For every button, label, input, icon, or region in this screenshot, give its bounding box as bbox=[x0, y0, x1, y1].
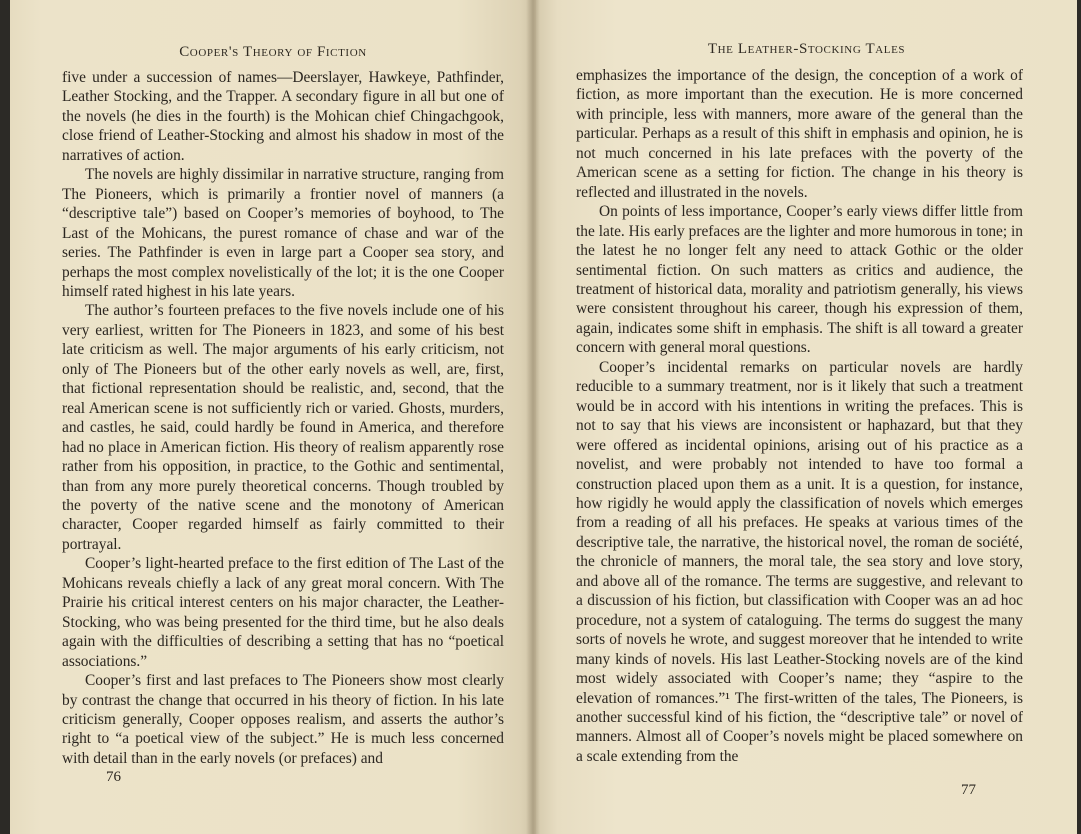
left-page bbox=[10, 0, 536, 834]
right-page-body bbox=[576, 66, 1023, 766]
left-running-head: Cooper's Theory of Fiction bbox=[179, 44, 367, 60]
left-paragraph: The novels are highly dissimilar in narrative structure, ranging from The Pioneers, which is primarily a frontier novel of manners (a “descriptive tale”) based on Cooper’s memories of boyhood, to The Last of the Mohicans, the purest romance of chase and war of the series. The Pathfinder is even in large part a Cooper sea story, and perhaps the most complex novelistically of the lot; it is the one Cooper himself rated highest in his late years. bbox=[62, 166, 504, 300]
left-page-body bbox=[62, 68, 504, 768]
right-running-head: The Leather-Stocking Tales bbox=[707, 41, 906, 57]
right-page-number: 77 bbox=[961, 782, 976, 798]
left-paragraph: Cooper’s first and last prefaces to The Pioneers show most clearly by contrast the change that occurred in his theory of fiction. In his late criticism generally, Cooper opposes realism, and asserts the author’s right to “a poetical view of the subject.” He is much less concerned with detail than in the early novels (or prefaces) and bbox=[62, 672, 504, 767]
right-paragraph: Cooper’s incidental remarks on particular novels are hardly reducible to a summary treatment, nor is it likely that such a treatment would be in accord with his intentions in writing the prefaces. This is not to say that his views are inconsistent or haphazard, but that they were offered as incidental opinions, arising out of his practice as a novelist, and were probably not intended to have too formal a construction placed upon them as a unit. It is a question, for instance, how rigidly he would apply the classification of novels which emerges from a reading of all his prefaces. He speaks at various times of the descriptive tale, the narrative, the historical novel, the roman de société, the chronicle of manners, the moral tale, the sea story and love story, and above all of the romance. The terms are suggestive, and relevant to a discussion of his fiction, but classification with Cooper was an ad hoc procedure, not a system of cataloguing. The terms do suggest the many sorts of novels he wrote, and suggest moreover that he intended to write many kinds of novels. His last Leather-Stocking novels are of the kind most widely associated with Cooper’s name; they “aspire to the elevation of romances.”¹ The first-written of the tales, The Pioneers, is another successful kind of his fiction, the “descriptive tale” or novel of manners. Almost all of Cooper’s novels might be placed somewhere on a scale extending from the bbox=[576, 358, 1023, 765]
right-page bbox=[536, 0, 1077, 834]
left-page-number: 76 bbox=[106, 769, 121, 785]
right-paragraph: On points of less importance, Cooper’s early views differ little from the late. His early prefaces are the lighter and more humorous in tone; in the latest he no longer felt any need to attack Gothic or the older sentimental fiction. On such matters as critics and audience, the treatment of historical data, morality and patriotism generally, his views were consistent throughout his career, though his expression of them, again, indicates some shift in emphasis. The shift is all toward a greater concern with general moral questions. bbox=[576, 203, 1023, 357]
left-paragraph: Cooper’s light-hearted preface to the first edition of The Last of the Mohicans reveals chiefly a lack of any great moral concern. With The Prairie his critical interest centers on his major character, the Leather-Stocking, who was being presented for the third time, but he also deals again with the difficulties of describing a setting that has no “poetical associations.” bbox=[62, 555, 504, 670]
left-paragraph: The author’s fourteen prefaces to the five novels include one of his very earliest, written for The Pioneers in 1823, and some of his best late criticism as well. The major arguments of his early criticism, not only of The Pioneers but of the other early novels as well, are, first, that fictional representation should be realistic, and, second, that the real American scene is not sufficiently rich or varied. Ghosts, murders, and castles, he said, could hardly be found in America, and therefore had no place in American fiction. His theory of realism apparently rose rather from his opposition, in practice, to the Gothic and sentimental, than from any more purely theoretical concerns. Though troubled by the poverty of the native scene and the monotony of American character, Cooper regarded himself as fairly committed to their portrayal. bbox=[62, 302, 504, 553]
left-paragraph: five under a succession of names—Deerslayer, Hawkeye, Pathfinder, Leather Stocking, and the Trapper. A secondary figure in all but one of the novels (he dies in the fourth) is the Mohican chief Chingachgook, close friend of Leather-Stocking and almost his shadow in most of the narratives of action. bbox=[62, 69, 504, 164]
right-paragraph: emphasizes the importance of the design, the conception of a work of fiction, as more important than the execution. He is more concerned with principle, less with manners, more aware of the general than the particular. Perhaps as a result of this shift in emphasis and opinion, he is not much concerned in his late prefaces with the poverty of the American scene as a setting for fiction. The change in his theory is reflected and illustrated in the novels. bbox=[576, 67, 1023, 201]
